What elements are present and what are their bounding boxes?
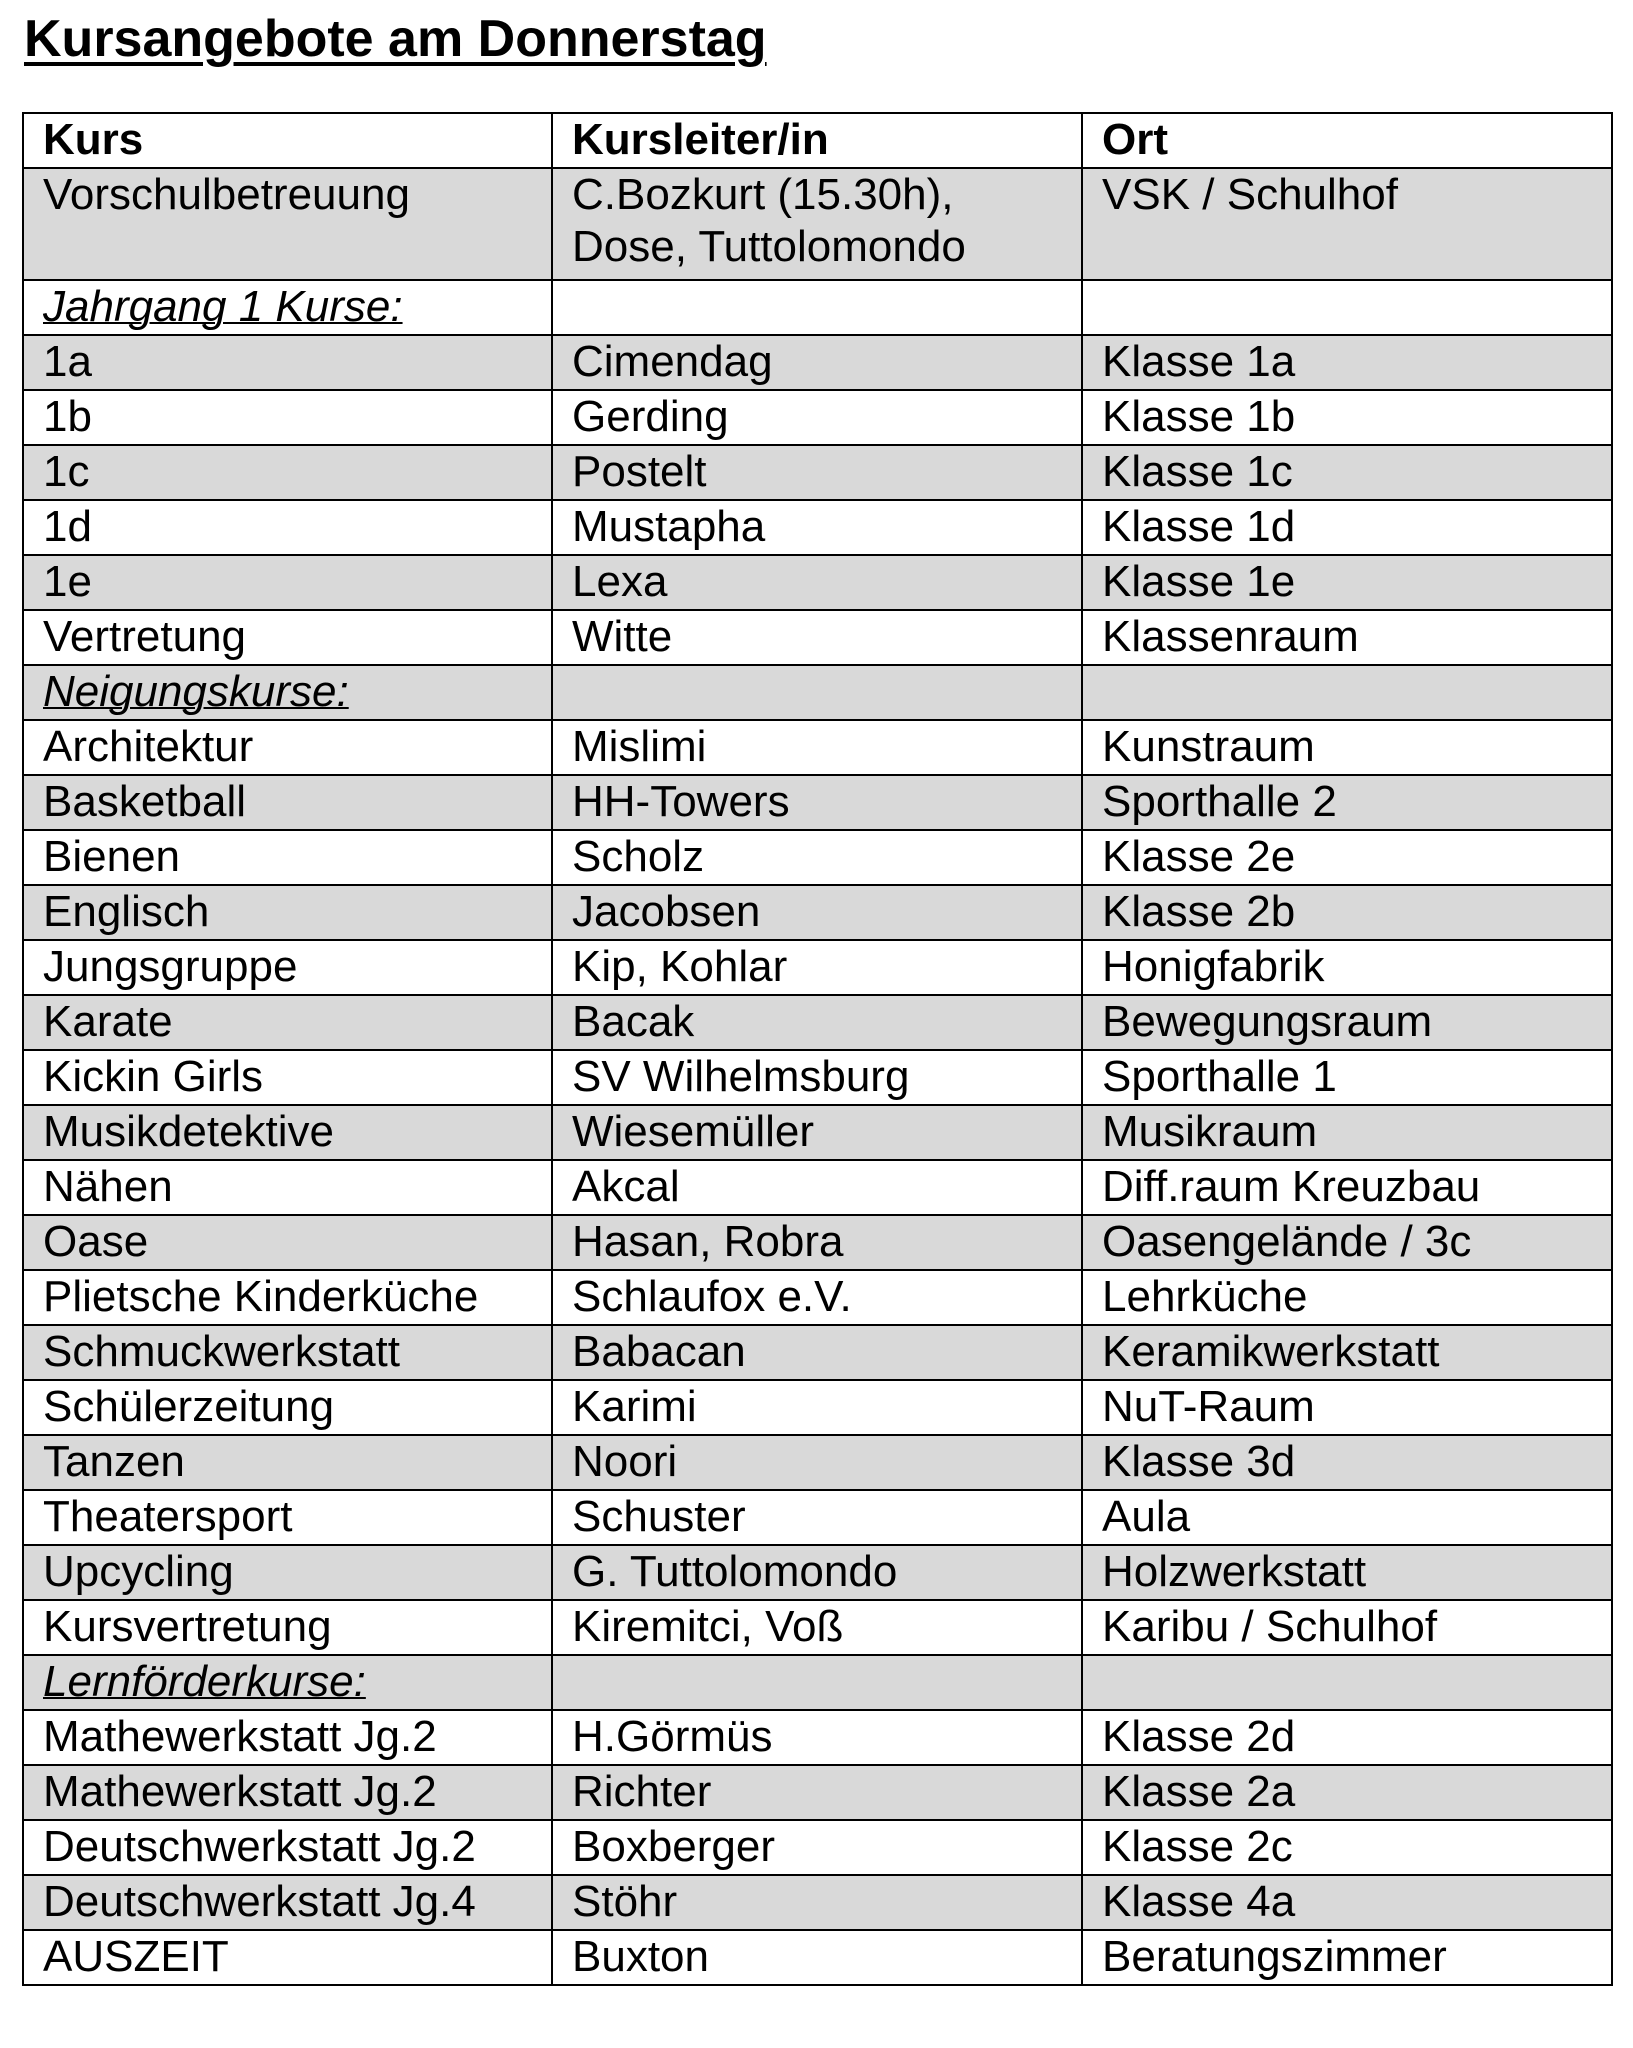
cell-ort: Keramikwerkstatt: [1082, 1325, 1612, 1380]
cell-kurs: Karate: [23, 995, 552, 1050]
cell-empty: [552, 665, 1082, 720]
cell-kurs: Vorschulbetreuung: [23, 168, 552, 280]
lernfoerder-group: [23, 1710, 1612, 1985]
cell-ort: Lehrküche: [1082, 1270, 1612, 1325]
cell-kursleiter: Mustapha: [552, 500, 1082, 555]
cell-ort: Kunstraum: [1082, 720, 1612, 775]
cell-empty: [1082, 665, 1612, 720]
cell-kurs: Nähen: [23, 1160, 552, 1215]
cell-kurs: Plietsche Kinderküche: [23, 1270, 552, 1325]
table-header-row: [23, 113, 1612, 168]
cell-empty: [552, 280, 1082, 335]
cell-kurs: 1a: [23, 335, 552, 390]
cell-ort: Sporthalle 1: [1082, 1050, 1612, 1105]
cell-ort: Beratungszimmer: [1082, 1930, 1612, 1985]
section-row-neigung: [23, 665, 1612, 720]
cell-kursleiter: Cimendag: [552, 335, 1082, 390]
section-label-jahrgang1: Jahrgang 1 Kurse:: [23, 280, 552, 335]
cell-ort: Klasse 1b: [1082, 390, 1612, 445]
cell-ort: NuT-Raum: [1082, 1380, 1612, 1435]
cell-kurs: 1c: [23, 445, 552, 500]
cell-kursleiter: Scholz: [552, 830, 1082, 885]
cell-kursleiter: Buxton: [552, 1930, 1082, 1985]
cell-kurs: 1b: [23, 390, 552, 445]
cell-ort: Klasse 2d: [1082, 1710, 1612, 1765]
section-row-lernfoerder: [23, 1655, 1612, 1710]
table-row: [23, 995, 1612, 1050]
cell-ort: Diff.raum Kreuzbau: [1082, 1160, 1612, 1215]
cell-ort: Klasse 3d: [1082, 1435, 1612, 1490]
course-table: [22, 112, 1613, 1986]
jahrgang1-group: [23, 335, 1612, 665]
cell-kurs: Upcycling: [23, 1545, 552, 1600]
table-row: [23, 1050, 1612, 1105]
table-row: [23, 885, 1612, 940]
table-row: [23, 1875, 1612, 1930]
table-row: [23, 1930, 1612, 1985]
table-row: [23, 775, 1612, 830]
cell-kursleiter: Lexa: [552, 555, 1082, 610]
table-row: [23, 1160, 1612, 1215]
cell-kursleiter-line: Dose, Tuttolomondo: [572, 222, 966, 271]
cell-kursleiter: H.Görmüs: [552, 1710, 1082, 1765]
table-row: [23, 610, 1612, 665]
table-row: [23, 940, 1612, 995]
cell-ort: Klasse 1d: [1082, 500, 1612, 555]
table-row: [23, 1215, 1612, 1270]
cell-ort: Klasse 4a: [1082, 1875, 1612, 1930]
cell-kursleiter: Stöhr: [552, 1875, 1082, 1930]
cell-kursleiter: Witte: [552, 610, 1082, 665]
page-title: Kursangebote am Donnerstag: [24, 10, 767, 68]
cell-ort: Klasse 1a: [1082, 335, 1612, 390]
table-row: [23, 1270, 1612, 1325]
cell-kursleiter: Jacobsen: [552, 885, 1082, 940]
cell-kurs: 1e: [23, 555, 552, 610]
table-row: [23, 1765, 1612, 1820]
cell-kurs: Mathewerkstatt Jg.2: [23, 1710, 552, 1765]
cell-kursleiter: Hasan, Robra: [552, 1215, 1082, 1270]
cell-ort: Klasse 2b: [1082, 885, 1612, 940]
cell-ort: Musikraum: [1082, 1105, 1612, 1160]
cell-kursleiter: Richter: [552, 1765, 1082, 1820]
cell-kursleiter: [552, 168, 1082, 280]
cell-kursleiter: Gerding: [552, 390, 1082, 445]
table-row: [23, 1710, 1612, 1765]
table-row: [23, 335, 1612, 390]
cell-kursleiter: Mislimi: [552, 720, 1082, 775]
cell-kursleiter: HH-Towers: [552, 775, 1082, 830]
table-row: [23, 500, 1612, 555]
cell-kursleiter: Wiesemüller: [552, 1105, 1082, 1160]
section-row-jahrgang1: [23, 280, 1612, 335]
cell-kursleiter: Bacak: [552, 995, 1082, 1050]
table-row: [23, 1600, 1612, 1655]
cell-kurs: Theatersport: [23, 1490, 552, 1545]
table-row: [23, 1820, 1612, 1875]
cell-kurs: Schmuckwerkstatt: [23, 1325, 552, 1380]
cell-ort: Oasengelände / 3c: [1082, 1215, 1612, 1270]
cell-empty: [1082, 280, 1612, 335]
table-row: [23, 445, 1612, 500]
cell-kurs: Musikdetektive: [23, 1105, 552, 1160]
cell-kurs: Deutschwerkstatt Jg.4: [23, 1875, 552, 1930]
cell-kurs: Tanzen: [23, 1435, 552, 1490]
cell-empty: [1082, 1655, 1612, 1710]
table-row: [23, 830, 1612, 885]
table-row: [23, 1490, 1612, 1545]
cell-kurs: 1d: [23, 500, 552, 555]
cell-kursleiter: Schlaufox e.V.: [552, 1270, 1082, 1325]
section-label-lernfoerder: Lernförderkurse:: [23, 1655, 552, 1710]
table-row: [23, 1105, 1612, 1160]
cell-ort: Klassenraum: [1082, 610, 1612, 665]
table-row: [23, 1545, 1612, 1600]
cell-ort: Honigfabrik: [1082, 940, 1612, 995]
cell-ort: Klasse 1e: [1082, 555, 1612, 610]
cell-kursleiter: Akcal: [552, 1160, 1082, 1215]
cell-kurs: Kickin Girls: [23, 1050, 552, 1105]
neigung-group: [23, 720, 1612, 1655]
cell-kurs: Englisch: [23, 885, 552, 940]
cell-kursleiter: Babacan: [552, 1325, 1082, 1380]
cell-kurs: Architektur: [23, 720, 552, 775]
cell-kursleiter: Boxberger: [552, 1820, 1082, 1875]
cell-ort: Sporthalle 2: [1082, 775, 1612, 830]
cell-kurs: Oase: [23, 1215, 552, 1270]
header-kursleiter: Kursleiter/in: [552, 113, 1082, 168]
table-row: [23, 1435, 1612, 1490]
cell-kurs: Vertretung: [23, 610, 552, 665]
table-row: [23, 555, 1612, 610]
cell-ort: Bewegungsraum: [1082, 995, 1612, 1050]
cell-kursleiter: Noori: [552, 1435, 1082, 1490]
cell-kursleiter: Kiremitci, Voß: [552, 1600, 1082, 1655]
cell-kursleiter: SV Wilhelmsburg: [552, 1050, 1082, 1105]
cell-kursleiter: Karimi: [552, 1380, 1082, 1435]
table-row: [23, 1380, 1612, 1435]
header-kurs: Kurs: [23, 113, 552, 168]
cell-ort: Karibu / Schulhof: [1082, 1600, 1612, 1655]
cell-ort: Aula: [1082, 1490, 1612, 1545]
cell-ort: Klasse 2a: [1082, 1765, 1612, 1820]
cell-ort: Holzwerkstatt: [1082, 1545, 1612, 1600]
table-row: [23, 1325, 1612, 1380]
cell-ort: VSK / Schulhof: [1082, 168, 1612, 280]
table-row-vorschule: [23, 168, 1612, 280]
cell-kursleiter-line: C.Bozkurt (15.30h),: [572, 170, 954, 219]
cell-kursleiter: G. Tuttolomondo: [552, 1545, 1082, 1600]
cell-kurs: Deutschwerkstatt Jg.2: [23, 1820, 552, 1875]
cell-kurs: Basketball: [23, 775, 552, 830]
cell-kurs: Kursvertretung: [23, 1600, 552, 1655]
cell-kursleiter: Postelt: [552, 445, 1082, 500]
cell-kurs: Mathewerkstatt Jg.2: [23, 1765, 552, 1820]
header-ort: Ort: [1082, 113, 1612, 168]
cell-ort: Klasse 2e: [1082, 830, 1612, 885]
cell-kurs: Schülerzeitung: [23, 1380, 552, 1435]
cell-kurs: Jungsgruppe: [23, 940, 552, 995]
cell-kursleiter: Kip, Kohlar: [552, 940, 1082, 995]
section-label-neigung: Neigungskurse:: [23, 665, 552, 720]
cell-ort: Klasse 1c: [1082, 445, 1612, 500]
cell-ort: Klasse 2c: [1082, 1820, 1612, 1875]
table-row: [23, 720, 1612, 775]
table-row: [23, 390, 1612, 445]
cell-empty: [552, 1655, 1082, 1710]
cell-kursleiter: Schuster: [552, 1490, 1082, 1545]
cell-kurs: Bienen: [23, 830, 552, 885]
cell-kurs: AUSZEIT: [23, 1930, 552, 1985]
